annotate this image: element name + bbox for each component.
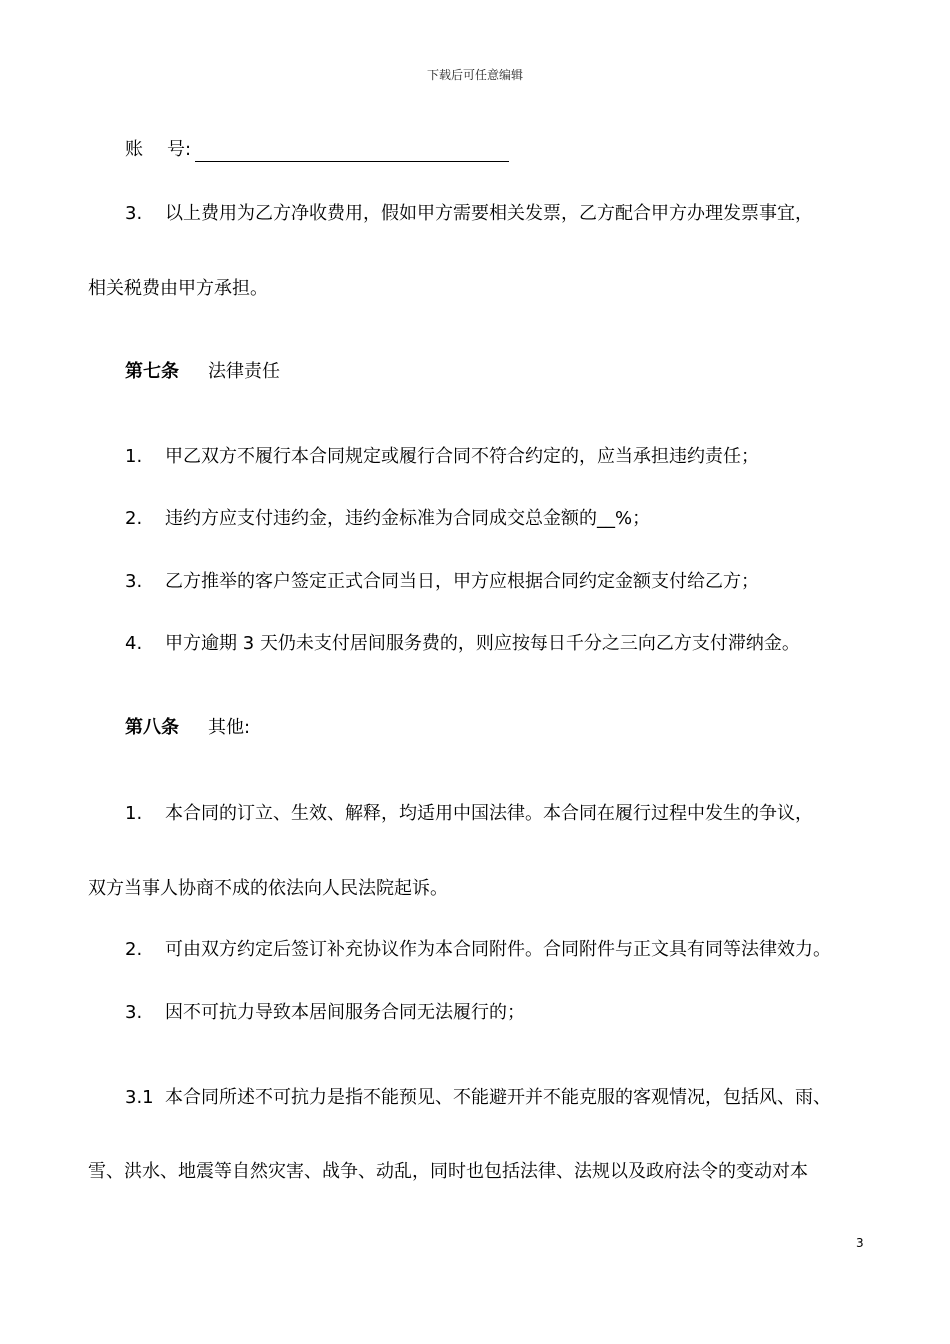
item-number: 3.1 [125,1087,154,1108]
item-text: 本合同所述不可抗力是指不能预见、不能避开并不能克服的客观情况，包括风、雨、 [165,1087,831,1108]
item-text: 甲方逾期 3 天仍未支付居间服务费的，则应按每日千分之三向乙方支付滞纳金。 [165,633,800,654]
account-line [125,138,509,162]
account-colon: : [185,139,192,160]
article-title: 其他: [208,717,251,738]
article8-item1 [125,802,813,826]
clause6-item3-cont: 相关税费由甲方承担。 [88,278,268,299]
item-text: 因不可抗力导致本居间服务合同无法履行的； [165,1002,525,1023]
article7-item3 [125,570,759,594]
article8-item31-cont: 雪、洪水、地震等自然灾害、战争、动乱，同时也包括法律、法规以及政府法令的变动对本 [88,1161,808,1182]
item-number: 1. [125,446,143,467]
item-number: 1. [125,803,143,824]
item-number: 2. [125,508,143,529]
article7-item4 [125,632,800,656]
account-blank-field [195,139,509,162]
article8-item3 [125,1001,525,1025]
item-text: 甲乙双方不履行本合同规定或履行合同不符合约定的，应当承担违约责任； [165,446,759,467]
item-number: 3. [125,1002,143,1023]
item-number: 2. [125,939,143,960]
article7-heading [125,360,280,384]
account-label-a: 账 [125,139,143,160]
item-text: 以上费用为乙方净收费用，假如甲方需要相关发票，乙方配合甲方办理发票事宜， [165,203,813,224]
article7-item1 [125,445,759,469]
page-number: 3 [856,1236,864,1250]
item-number: 4. [125,633,143,654]
article-title: 法律责任 [208,361,280,382]
article8-item31 [125,1086,831,1110]
article8-item2 [125,938,831,962]
article-label: 第八条 [125,717,179,738]
item-text: 乙方推举的客户签定正式合同当日，甲方应根据合同约定金额支付给乙方； [165,571,759,592]
item-text: 本合同的订立、生效、解释，均适用中国法律。本合同在履行过程中发生的争议， [165,803,813,824]
item-number: 3. [125,203,143,224]
item-number: 3. [125,571,143,592]
account-label-b: 号 [167,139,185,160]
article8-heading [125,716,250,740]
item-text: 可由双方约定后签订补充协议作为本合同附件。合同附件与正文具有同等法律效力。 [165,939,831,960]
clause6-item3 [125,202,813,226]
item-text: 违约方应支付违约金，违约金标准为合同成交总金额的__%； [165,508,651,529]
page-header: 下载后可任意编辑 [426,68,523,82]
article-label: 第七条 [125,361,179,382]
article7-item2 [125,507,650,531]
article8-item1-cont: 双方当事人协商不成的依法向人民法院起诉。 [88,878,448,899]
